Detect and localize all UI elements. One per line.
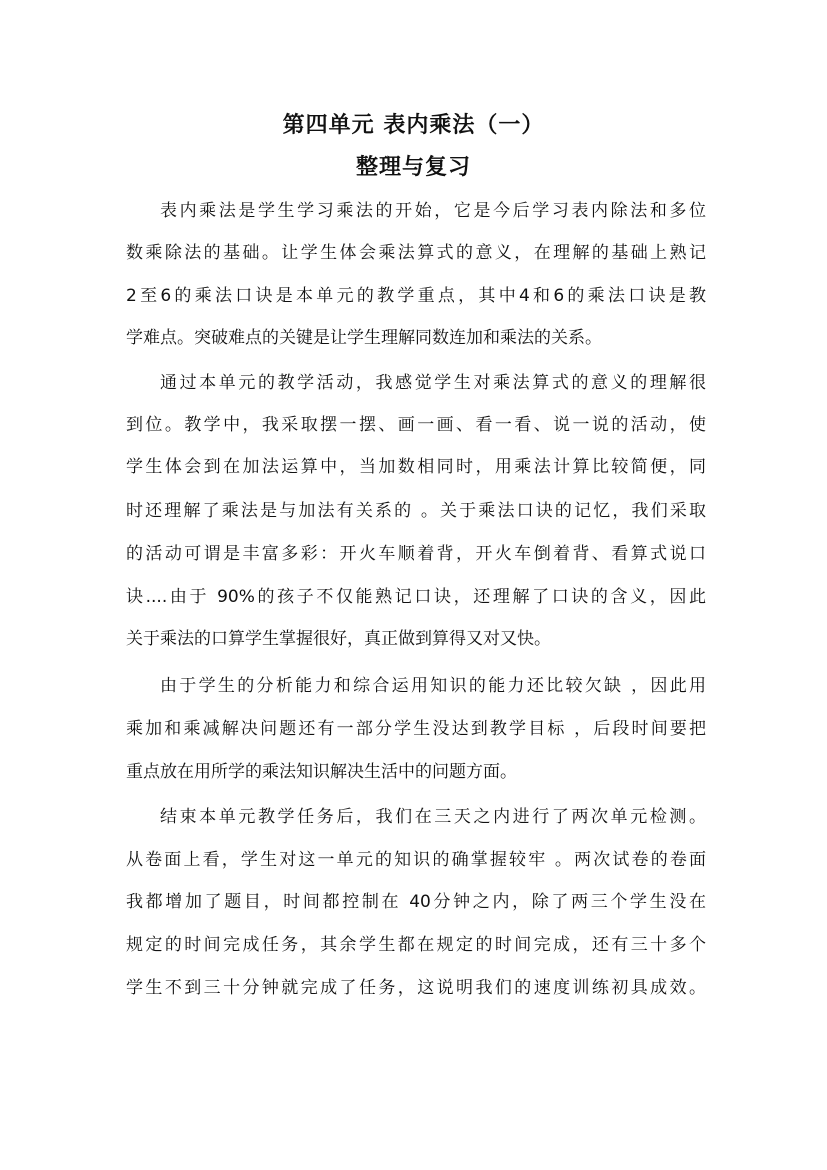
text-line: 从卷面上看，学生对这一单元的知识的确掌握较牢 。两次试卷的卷面 (126, 850, 706, 870)
text-line: 学生不到三十分钟就完成了任务，这说明我们的速度训练初具成效。 (126, 978, 706, 998)
text-line: 重点放在用所学的乘法知识解决生活中的问题方面。 (126, 762, 517, 782)
text-line: 结束本单元教学任务后，我们在三天之内进行了两次单元检测。 (160, 807, 706, 827)
text-line: 学生体会到在加法运算中，当加数相同时，用乘法计算比较简便，同 (126, 457, 706, 477)
text-line: 乘加和乘减解决问题还有一部分学生没达到教学目标 ，后段时间要把 (126, 719, 706, 739)
text-line: 通过本单元的教学活动，我感觉学生对乘法算式的意义的理解很 (160, 373, 706, 393)
text-line: 规定的时间完成任务，其余学生都在规定的时间完成，还有三十多个 (126, 935, 706, 955)
text-line: 时还理解了乘法是与加法有关系的 。关于乘法口诀的记忆，我们采取 (126, 501, 706, 521)
text-line: 到位。教学中，我采取摆一摆、画一画、看一看、说一说的活动，使 (126, 415, 706, 435)
text-line: 2至6的乘法口诀是本单元的教学重点，其中4和6的乘法口诀是教 (126, 286, 706, 306)
text-line: 表内乘法是学生学习乘法的开始，它是今后学习表内除法和多位 (160, 201, 706, 221)
page-title: 第四单元 表内乘法（一） (282, 112, 545, 138)
page-subtitle: 整理与复习 (355, 154, 471, 180)
text-line: 由于学生的分析能力和综合运用知识的能力还比较欠缺 ，因此用 (160, 676, 706, 696)
text-line: 的活动可谓是丰富多彩：开火车顺着背，开火车倒着背、看算式说口 (126, 544, 706, 564)
text-line: 我都增加了题目，时间都控制在 40分钟之内，除了两三个学生没在 (126, 892, 706, 912)
text-line: 诀....由于 90%的孩子不仅能熟记口诀，还理解了口诀的含义，因此 (126, 587, 706, 607)
text-line: 数乘除法的基础。让学生体会乘法算式的意义，在理解的基础上熟记 (126, 243, 706, 263)
text-line: 关于乘法的口算学生掌握很好，真正做到算得又对又快。 (126, 629, 551, 649)
text-line: 学难点。突破难点的关键是让学生理解同数连加和乘法的关系。 (126, 328, 602, 348)
